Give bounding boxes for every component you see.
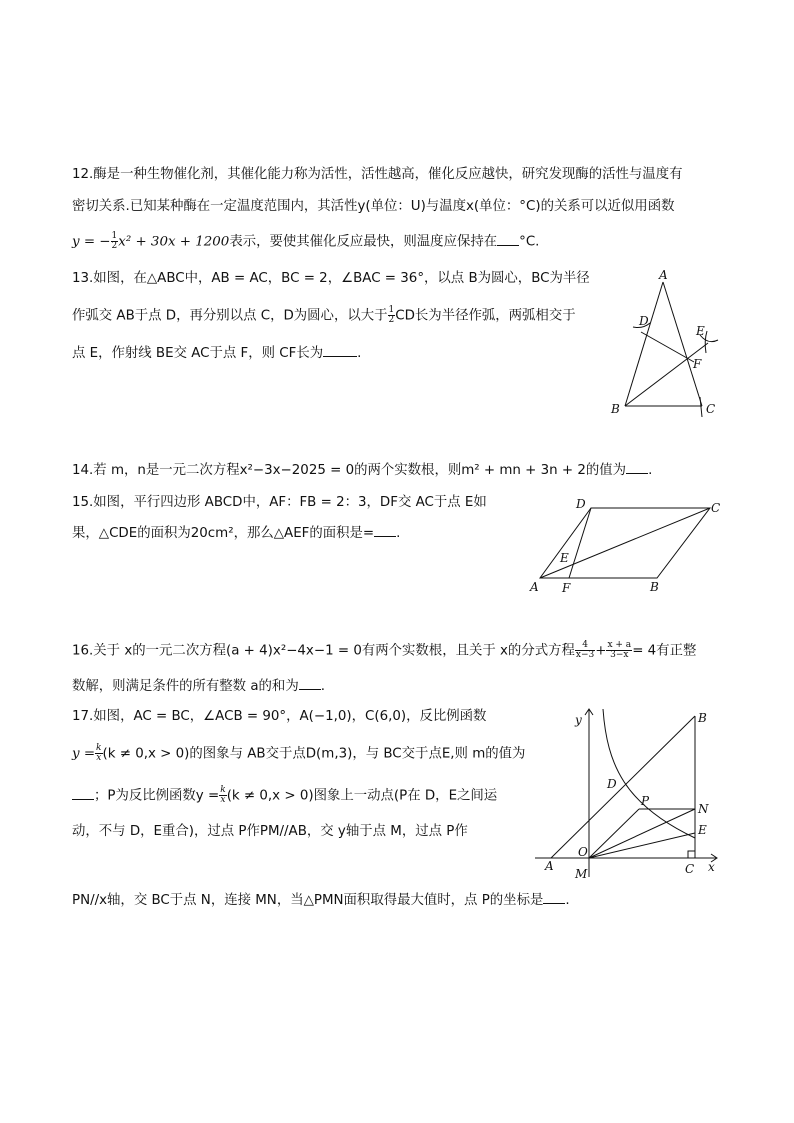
- q17-label-p: P: [641, 794, 650, 808]
- q17-line-3: [72, 786, 497, 807]
- q13-label-b: B: [611, 402, 620, 416]
- q15-line-1: 15.如图，平行四边形 ABCD中，AF：FB = 2：3，DF交 AC于点 E如: [72, 495, 487, 510]
- q12-answer-blank[interactable]: [497, 245, 519, 246]
- q17-line-4: 动，不与 D，E重合)，过点 P作PM//AB，交 y轴于点 M，过点 P作: [72, 824, 468, 839]
- q13-line-1: 13.如图，在△ABC中，AB = AC，BC = 2，∠BAC = 36°，以点 B为圆心，BC为半径: [72, 271, 590, 286]
- q15-label-c: C: [711, 501, 721, 515]
- q12-line-3: [72, 232, 539, 253]
- q14-line-1: 14.若 m，n是一元二次方程x²−3x−2025 = 0的两个实数根，则m² + mn + 3n + 2的值为 .: [72, 463, 653, 478]
- q13-text-c: 点 E，作射线 BE交 AC于点 F，则 CF长为: [72, 346, 324, 361]
- q16-text-a: 16.关于 x的一元二次方程(a + 4)x²−4x−1 = 0有两个实数根，且关于 x的分式方程: [72, 643, 575, 659]
- q12-text: 表示，要使其催化反应最快，则温度应保持在: [229, 234, 498, 250]
- q13-side-ac: [663, 282, 702, 406]
- q15-figure: [525, 495, 725, 595]
- q16-line-1: 16.关于 x的一元二次方程(a + 4)x²−4x−1 = 0有两个实数根，且关于 x的分式方程 $\frac{4}{x-3}$ + $\frac{x + a}{3-x}$ = 4有正整: [72, 640, 697, 660]
- q15-label-d: D: [576, 497, 586, 511]
- q12-unit: °C.: [519, 234, 540, 250]
- q13-label-c: C: [706, 402, 716, 416]
- q17-label-x: x: [708, 860, 715, 874]
- q13-label-a: A: [659, 268, 668, 282]
- q13-segment-dc: [641, 332, 694, 362]
- q17-label-n: N: [698, 802, 709, 816]
- q13-side-ab: [625, 282, 663, 406]
- q16-text-c: 数解，则满足条件的所有整数 a的和为: [72, 679, 299, 694]
- q13-arc-c: [700, 397, 702, 417]
- q17-segment-mn: [589, 809, 695, 858]
- q15-segment-df: [569, 508, 591, 578]
- q17-answer-blank-1[interactable]: [72, 799, 94, 800]
- q17-line-ab: [551, 716, 695, 858]
- q13-text-a: 作弧交 AB于点 D，再分别以点 C，D为圆心，以大于: [72, 308, 388, 324]
- q15-line-2: 果，△CDE的面积为20cm²，那么△AEF的面积是= .: [72, 526, 401, 541]
- q15-label-f: F: [562, 581, 571, 595]
- q13-text-b: CD长为半径作弧，两弧相交于: [395, 308, 576, 324]
- q17-line-5: PN//x轴，交 BC于点 N，连接 MN，当△PMN面积取得最大值时，点 P的坐标是 .: [72, 893, 570, 908]
- q16-line-2: 数解，则满足条件的所有整数 a的和为 .: [72, 679, 325, 694]
- q17-label-e: E: [698, 823, 707, 837]
- q13-label-f: F: [693, 357, 702, 371]
- q14-text: 14.若 m，n是一元二次方程x²−3x−2025 = 0的两个实数根，则m² + mn + 3n + 2的值为: [72, 463, 627, 478]
- q15-label-b: B: [650, 580, 659, 594]
- q17-text-c: (k ≠ 0,x > 0)图象上一动点(P在 D，E之间运: [226, 788, 498, 804]
- q13-line-3: 点 E，作射线 BE交 AC于点 F，则 CF长为 .: [72, 346, 362, 361]
- q16-text-b: = 4有正整: [632, 643, 697, 659]
- q17-right-angle-mark: [688, 851, 695, 858]
- q17-label-b: B: [698, 711, 707, 725]
- q17-label-a: A: [545, 859, 554, 873]
- q17-figure: [535, 705, 725, 880]
- q15-answer-blank[interactable]: [374, 536, 396, 537]
- q17-line-1: 17.如图，AC = BC，∠ACB = 90°，A(−1,0)，C(6,0)，反比例函数: [72, 709, 487, 724]
- q13-arc-e2: [705, 331, 707, 353]
- q15-label-e: E: [560, 551, 569, 565]
- q17-fraction-2: $\frac{k}{x}$: [220, 785, 226, 805]
- q13-label-d: D: [639, 314, 649, 328]
- q16-answer-blank[interactable]: [299, 689, 321, 690]
- q17-fraction-1: $\frac{k}{x}$: [96, 743, 102, 763]
- q17-text-b: ；P为反比例函数y =: [94, 788, 220, 804]
- q17-line-2: y = $\frac{k}{x}$ (k ≠ 0,x > 0)的图象与 AB交于点D(m,3)，与 BC交于点E,则 m的值为: [72, 743, 526, 763]
- q13-label-e: E: [696, 324, 705, 338]
- q17-segment-me: [589, 833, 695, 858]
- q17-text-a: (k ≠ 0,x > 0)的图象与 AB交于点D(m,3)，与 BC交于点E,则 m的值为: [102, 746, 526, 762]
- q17-label-c: C: [685, 862, 695, 876]
- q13-ray-be: [625, 343, 708, 406]
- q12-line-2: 密切关系.已知某种酶在一定温度范围内，其活性y(单位：U)与温度x(单位：°C)的关系可以近似用函数: [72, 199, 675, 214]
- q17-label-y: y: [575, 713, 582, 727]
- q12-line-1: 12.酶是一种生物催化剂，其催化能力称为活性，活性越高，催化反应越快，研究发现酶的活性与温度有: [72, 167, 683, 182]
- q17-text-d: PN//x轴，交 BC于点 N，连接 MN，当△PMN面积取得最大值时，点 P的坐标是: [72, 893, 544, 908]
- q15-text: 果，△CDE的面积为20cm²，那么△AEF的面积是=: [72, 526, 375, 541]
- q15-label-a: A: [530, 580, 539, 594]
- q14-answer-blank[interactable]: [626, 473, 648, 474]
- q16-fraction-2: $\frac{x + a}{3-x}$: [607, 640, 632, 660]
- q17-label-o: O: [578, 845, 588, 859]
- q17-hyperbola: [603, 709, 695, 838]
- q13-line-2: [72, 306, 576, 327]
- q13-figure: [600, 265, 730, 425]
- q12-formula-b: x² + 30x + 1200: [118, 234, 230, 250]
- q17-label-m: M: [575, 867, 588, 881]
- q12-formula-a: y = −: [72, 234, 111, 250]
- q17-answer-blank-2[interactable]: [543, 903, 565, 904]
- q17-segment-pm: [589, 809, 639, 858]
- q13-answer-blank[interactable]: [323, 356, 357, 357]
- q13-fraction: $\frac{1}{2}$: [388, 305, 395, 325]
- q16-fraction-1: $\frac{4}{x-3}$: [575, 640, 595, 660]
- q17-label-d: D: [607, 777, 617, 791]
- q12-fraction: $\frac{1}{2}$: [111, 231, 118, 251]
